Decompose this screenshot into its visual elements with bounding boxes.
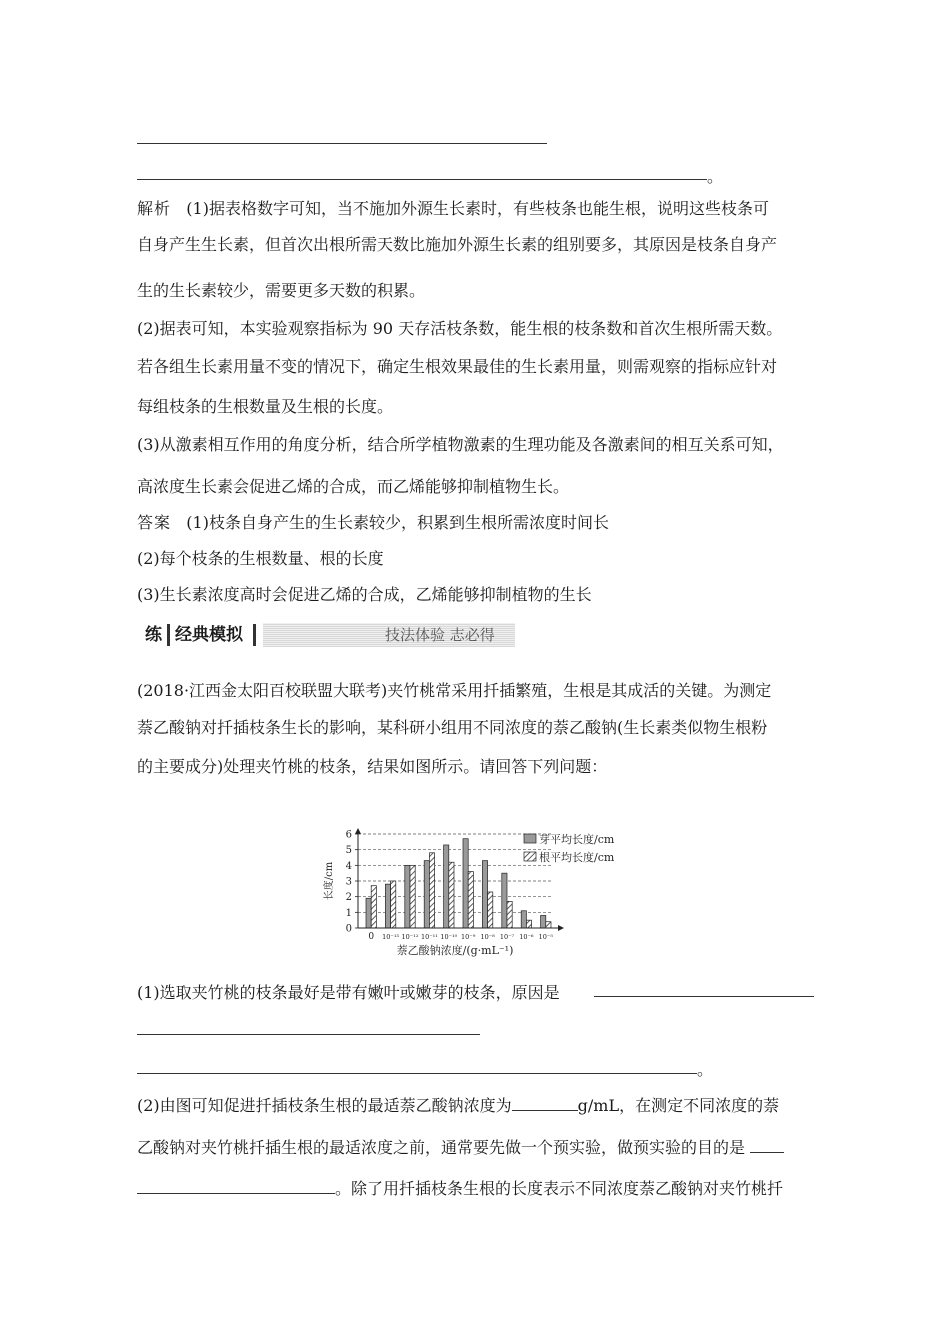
x-tick-label: 10⁻⁸ [480,933,495,941]
legend-label: 芽平均长度/cm [539,833,615,846]
bar-bud [521,911,526,928]
blank-end-period: 。 [697,1060,714,1079]
answer-blank[interactable] [137,1177,335,1194]
subquestion-text: g/mL，在测定不同浓度的萘 [577,1096,780,1115]
bar-root [468,872,473,928]
x-tick-label: 10⁻¹² [401,933,419,941]
legend-swatch [524,834,536,843]
x-axis-arrow [558,925,564,931]
banner-bar [253,624,256,646]
banner-title-text: 经典模拟 [175,625,243,645]
question-line: 的主要成分)处理夹竹桃的枝条，结果如图所示。请回答下列问题： [137,757,608,776]
answer-blank-line[interactable] [594,996,814,997]
y-tick-label: 3 [345,876,352,888]
analysis-line: 若各组生长素用量不变的情况下，确定生根效果最佳的生长素用量，则需观察的指标应针对 [137,357,778,376]
bar-root [410,865,415,928]
bar-root [488,892,493,928]
analysis-line: 每组枝条的生根数量及生根的长度。 [137,397,394,416]
section-banner [137,621,515,649]
bar-root [391,881,396,928]
bar-root [546,922,551,928]
analysis-line: 高浓度生长素会促进乙烯的合成，而乙烯能够抑制植物生长。 [137,477,570,496]
bar-bud [482,861,487,928]
analysis-label: 解析 [137,199,172,218]
bar-root [429,853,434,928]
y-axis-label: 长度/cm [324,861,335,901]
analysis-text: (1)据表格数字可知，当不施加外源生长素时，有些枝条也能生根，说明这些枝条可 [186,199,769,218]
answer-line: (3)生长素浓度高时会促进乙烯的合成，乙烯能够抑制植物的生长 [137,585,592,604]
subquestion-line [137,1136,784,1159]
bar-bud [463,839,468,928]
answer-blank-line[interactable] [137,1073,697,1074]
answer-line: (2)每个枝条的生根数量、根的长度 [137,549,384,568]
bar-bud [444,845,449,928]
answer-text: (1)枝条自身产生的生长素较少，积累到生根所需浓度时间长 [186,513,609,532]
bar-bud [424,861,429,928]
subquestion-line [137,1177,783,1200]
y-tick-label: 5 [345,845,352,857]
bar-bud [366,898,371,928]
banner-char: 练 [145,625,162,645]
subquestion-text: (2)由图可知促进扦插枝条生根的最适萘乙酸钠浓度为 [137,1096,512,1115]
y-tick-label: 0 [345,923,352,935]
subquestion-line [137,1094,779,1117]
answer-line [137,512,609,534]
bar-bud [405,865,410,928]
answer-blank[interactable] [512,1094,578,1111]
legend-label: 根平均长度/cm [539,851,615,864]
subquestion-line: (1)选取夹竹桃的枝条最好是带有嫩叶或嫩芽的枝条，原因是 [137,983,560,1002]
bar-chart [318,826,638,972]
x-tick-label: 10⁻⁵ [538,933,553,941]
blank-end-period: 。 [707,167,724,186]
legend-swatch [524,852,536,861]
answer-label: 答案 [137,513,172,532]
chart-svg [318,826,638,972]
answer-blank-line[interactable] [137,179,707,180]
analysis-line: 自身产生生长素，但首次出根所需天数比施加外源生长素的组别要多，其原因是枝条自身产 [137,235,778,254]
x-tick-label: 10⁻¹³ [382,933,400,941]
y-tick-label: 4 [345,860,352,872]
bar-root [449,862,454,928]
answer-blank-line[interactable] [137,1034,480,1035]
subquestion-text: 乙酸钠对夹竹桃扦插生根的最适浓度之前，通常要先做一个预实验，做预实验的目的是 [137,1138,746,1157]
answer-blank-line[interactable] [137,143,547,144]
analysis-line: (3)从激素相互作用的角度分析，结合所学植物激素的生理功能及各激素间的相互关系可知， [137,435,784,454]
banner-bar [167,624,170,646]
subquestion-text: 。除了用扦插枝条生根的长度表示不同浓度萘乙酸钠对夹竹桃扦 [335,1179,784,1198]
banner-title [137,621,255,649]
x-tick-label: 10⁻¹¹ [420,933,438,941]
bar-root [371,886,376,928]
x-tick-label: 0 [368,932,375,942]
x-tick-label: 10⁻⁶ [519,933,534,941]
bar-bud [385,884,390,928]
x-tick-label: 10⁻⁹ [461,933,476,941]
y-tick-label: 2 [345,892,352,904]
bar-root [507,901,512,928]
banner-tip: 技法体验 志必得 [385,626,495,644]
question-line: 萘乙酸钠对扦插枝条生长的影响，某科研小组用不同浓度的萘乙酸钠(生长素类似物生根粉 [137,718,768,737]
question-line: (2018·江西金太阳百校联盟大联考)夹竹桃常采用扦插繁殖，生根是其成活的关键。为测定 [137,681,772,700]
analysis-line: (2)据表可知，本实验观察指标为 90 天存活枝条数，能生根的枝条数和首次生根所需天数。 [137,319,783,338]
analysis-line: 生的生长素较少，需要更多天数的积累。 [137,281,426,300]
y-axis-arrow [355,828,361,834]
bar-bud [541,915,546,928]
analysis-line [137,198,769,220]
x-axis-label: 萘乙酸钠浓度/(g·mL⁻¹) [396,944,514,957]
bar-root [526,920,531,928]
y-tick-label: 1 [345,907,352,919]
bar-bud [502,873,507,928]
x-tick-label: 10⁻¹⁰ [440,933,458,941]
y-tick-label: 6 [345,829,352,841]
x-tick-label: 10⁻⁷ [499,933,515,941]
answer-blank[interactable] [750,1136,784,1153]
